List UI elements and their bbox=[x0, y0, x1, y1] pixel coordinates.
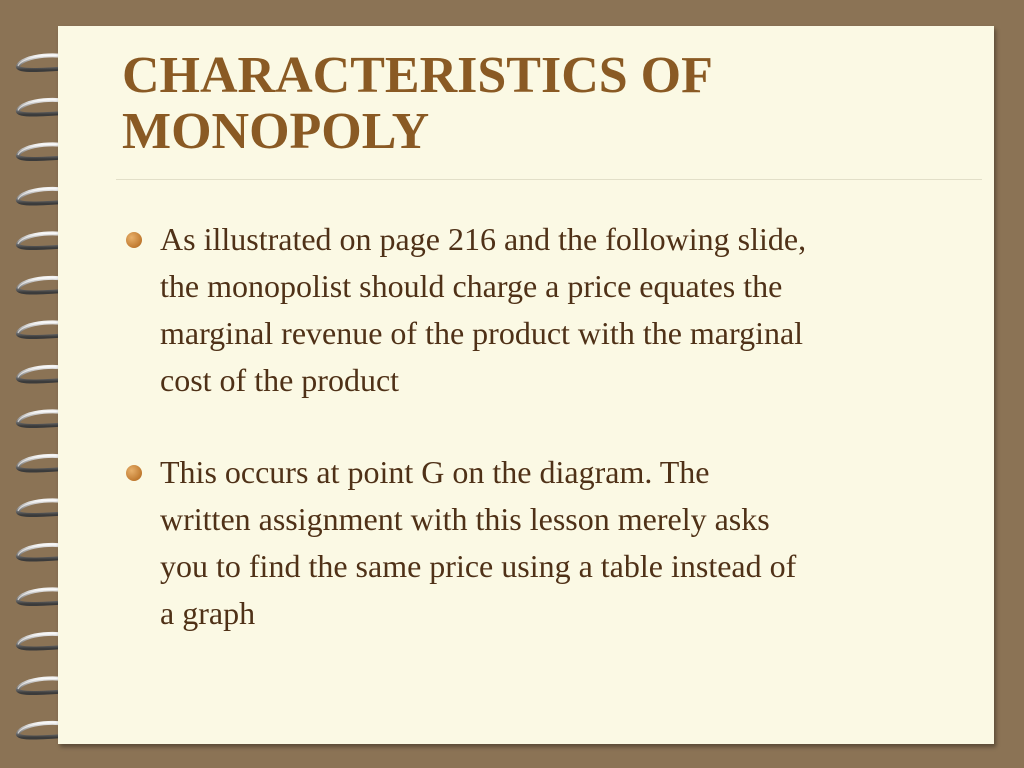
bullet-line: cost of the product bbox=[160, 362, 400, 398]
bullet-item bbox=[122, 449, 972, 637]
bullet-line: a graph bbox=[160, 595, 256, 631]
title-divider bbox=[116, 179, 982, 180]
title-line-1: CHARACTERISTICS OF bbox=[122, 47, 713, 104]
bullet-dot-icon bbox=[126, 232, 142, 248]
bullet-line: the monopolist should charge a price equates the bbox=[160, 268, 783, 304]
bullet-line: As illustrated on page 216 and the following slide, bbox=[160, 221, 807, 257]
bullet-list bbox=[122, 216, 972, 637]
bullet-line: marginal revenue of the product with the marginal bbox=[160, 315, 804, 351]
bullet-dot-icon bbox=[126, 465, 142, 481]
bullet-line: you to find the same price using a table instead of bbox=[160, 548, 797, 584]
notebook-page bbox=[58, 26, 994, 744]
bullet-item bbox=[122, 216, 972, 404]
title-line-2: MONOPOLY bbox=[122, 103, 430, 160]
bullet-line: written assignment with this lesson merely asks bbox=[160, 501, 770, 537]
bullet-line: This occurs at point G on the diagram. The bbox=[160, 454, 710, 490]
slide-title bbox=[122, 48, 962, 160]
